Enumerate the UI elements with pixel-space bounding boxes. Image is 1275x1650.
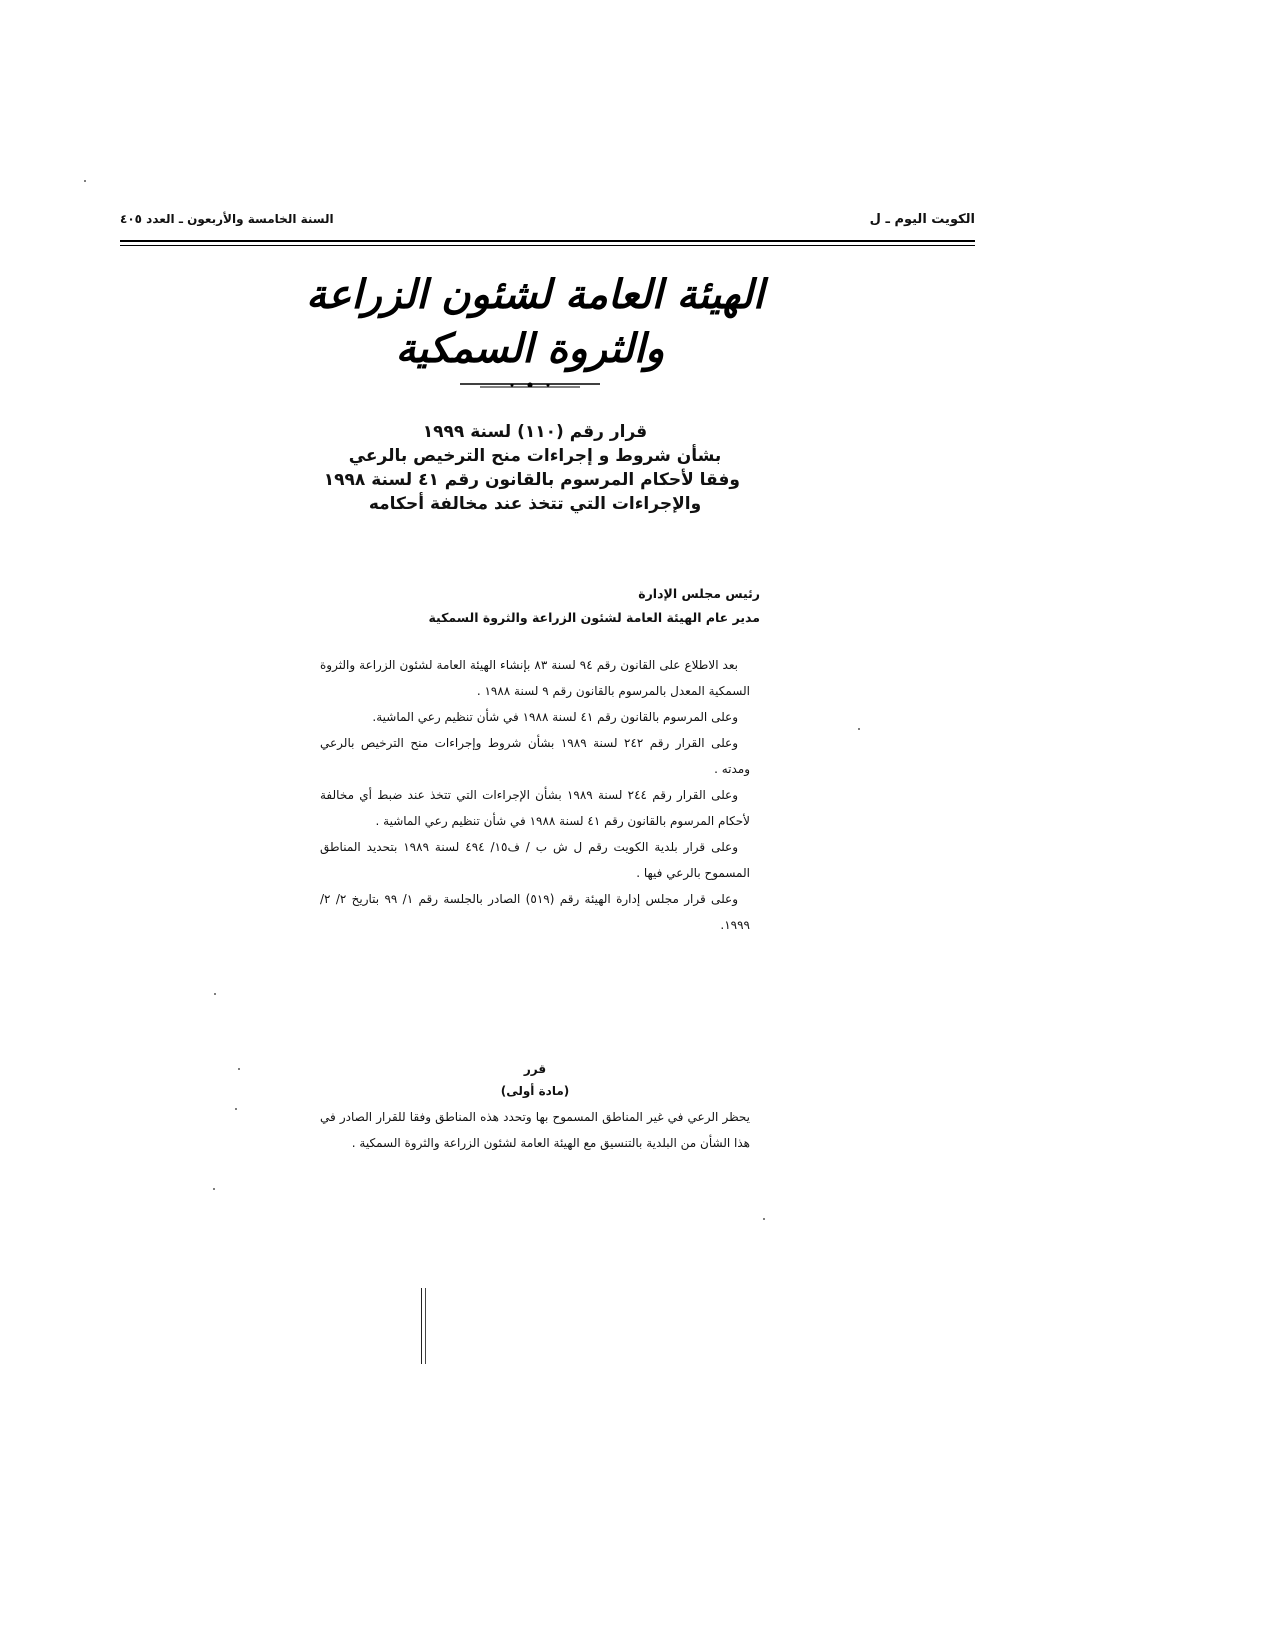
header-rule: [120, 240, 975, 242]
signatory-block: [400, 582, 760, 630]
article-one-text: يحظر الرعي في غير المناطق المسموح بها وتحدد هذه المناطق وفقا للقرار الصادر في هذا الشأن من البلدية بالتنسيق مع الهيئة العامة لشئون الزراعة والثروة السمكية .: [320, 1110, 750, 1150]
title-line-1: قرار رقم (١١٠) لسنة ١٩٩٩: [422, 422, 648, 442]
issue-info: السنة الخامسة والأربعون ـ العدد ٤٠٥: [120, 212, 334, 226]
scan-speck: [214, 993, 216, 995]
decision-heading: [320, 1058, 750, 1102]
scan-speck: [763, 1218, 765, 1220]
article-heading: (مادة أولى): [500, 1084, 570, 1098]
preamble-paragraph: وعلى القرار رقم ٢٤٢ لسنة ١٩٨٩ بشأن شروط وإجراءات منح الترخيص بالرعي ومدته .: [320, 736, 750, 776]
article-one: [320, 1104, 750, 1156]
agency-calligraphy-logo: [306, 260, 764, 400]
header-rule-thin: [120, 245, 975, 246]
logo-line1: الهيئة العامة لشئون الزراعة: [306, 271, 764, 318]
scan-speck: [213, 1188, 215, 1190]
signatory-title: رئيس مجلس الإدارة: [638, 586, 760, 601]
scan-speck: [238, 1068, 240, 1070]
decree-title: [323, 420, 740, 516]
scan-margin-mark: [421, 1288, 426, 1364]
decided-label: قرر: [523, 1062, 547, 1076]
preamble: [320, 652, 750, 938]
preamble-paragraph: بعد الاطلاع على القانون رقم ٩٤ لسنة ٨٣ بإنشاء الهيئة العامة لشئون الزراعة والثروة السمكية المعدل بالمرسوم بالقانون رقم ٩ لسنة ١٩٨٨ .: [320, 658, 750, 698]
agency-calligraphy-svg: [306, 260, 764, 400]
logo-line2: والثروة السمكية: [395, 325, 665, 372]
publication-name: الكويت اليوم ـ ل: [869, 212, 975, 227]
ornament-divider: [460, 383, 600, 388]
preamble-paragraph: وعلى قرار بلدية الكويت رقم ل ش ب / ف١٥/ ٤٩٤ لسنة ١٩٨٩ بتحديد المناطق المسموح بالرعي فيها .: [320, 840, 750, 880]
preamble-paragraph: وعلى المرسوم بالقانون رقم ٤١ لسنة ١٩٨٨ في شأن تنظيم رعي الماشية.: [372, 710, 738, 724]
preamble-paragraph: وعلى قرار مجلس إدارة الهيئة رقم (٥١٩) الصادر بالجلسة رقم ١/ ٩٩ بتاريخ ٢/ ٢/ ١٩٩٩.: [320, 892, 750, 932]
title-line-4: والإجراءات التي تتخذ عند مخالفة أحكامه: [368, 494, 702, 514]
signatory-position: مدير عام الهيئة العامة لشئون الزراعة والثروة السمكية: [428, 610, 760, 625]
title-line-2: بشأن شروط و إجراءات منح الترخيص بالرعي: [348, 446, 722, 466]
scan-speck: [235, 1108, 237, 1110]
title-line-3: وفقا لأحكام المرسوم بالقانون رقم ٤١ لسنة ١٩٩٨: [323, 470, 740, 490]
preamble-paragraph: وعلى القرار رقم ٢٤٤ لسنة ١٩٨٩ بشأن الإجراءات التي تتخذ عند ضبط أي مخالفة لأحكام المرسوم بالقانون رقم ٤١ لسنة ١٩٨٨ في شأن تنظيم رعي الماشية .: [320, 788, 750, 828]
page-header: [120, 212, 975, 234]
scan-speck: [858, 728, 860, 730]
scan-speck: [84, 180, 86, 182]
